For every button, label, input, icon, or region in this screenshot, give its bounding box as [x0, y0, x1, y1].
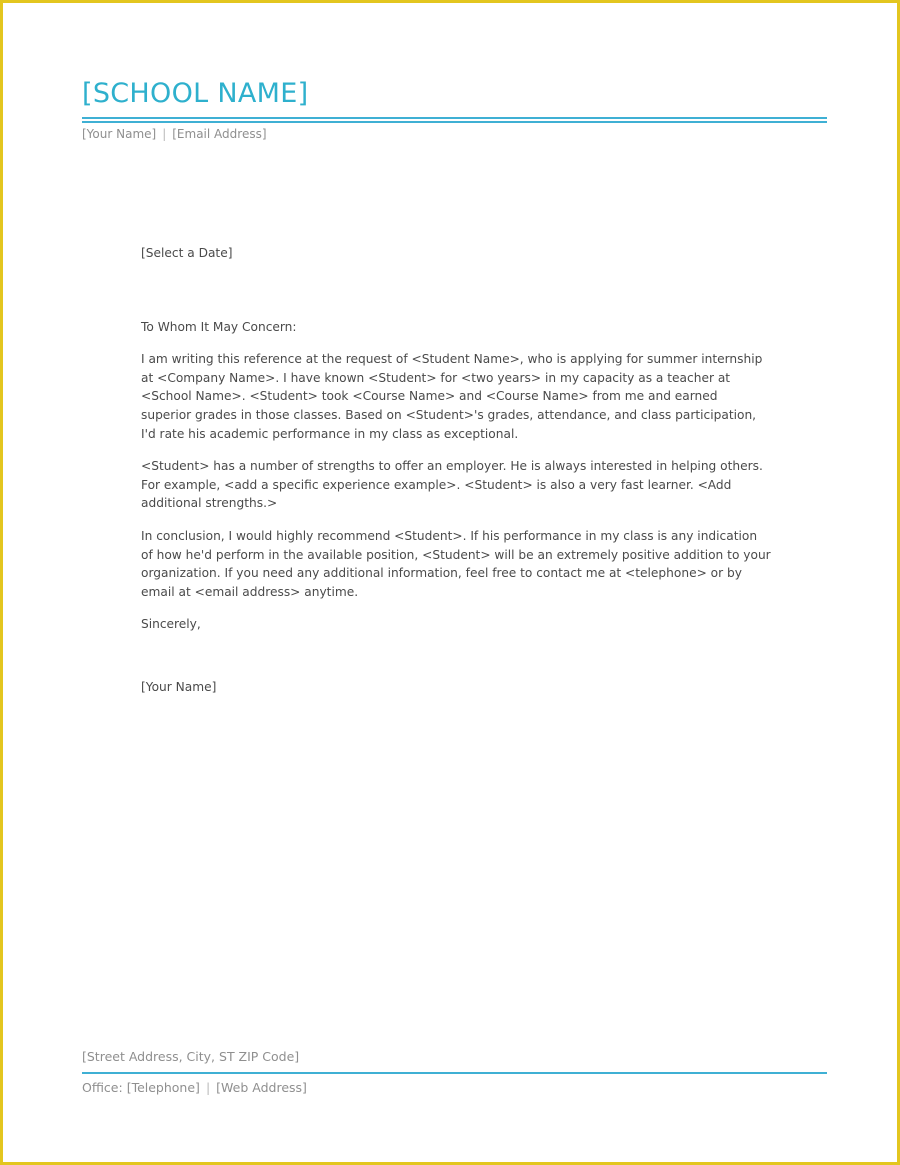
letter-closing: Sincerely, [141, 617, 201, 632]
header-email-address: [Email Address] [172, 127, 267, 141]
footer-office-label: Office: [82, 1080, 123, 1095]
letter-date: [Select a Date] [141, 246, 233, 260]
letter-signature: [Your Name] [141, 679, 217, 694]
letter-paragraph-2: <Student> has a number of strengths to offer an employer. He is always interested in helping others. For example, <add a specific experience example>. <Student> is also a very fast learner. <Add additional strengths.> [141, 459, 763, 511]
header-your-name: [Your Name] [82, 127, 157, 141]
header-rule-bottom [82, 121, 827, 123]
letter-salutation: To Whom It May Concern: [141, 319, 297, 334]
letter-paragraph-1: I am writing this reference at the request of <Student Name>, who is applying for summer internship at <Company Name>. I have known <Student> for <two years> in my capacity as a teacher at <School Name>. <Student> took <Course Name> and <Course Name> from me and earned superior grades in those classes. Based on <Student>'s grades, attendance, and class participation, I'd rate his academic performance in my class as exceptional. [141, 352, 763, 441]
letter-body [141, 244, 771, 697]
letter-paragraph-3: In conclusion, I would highly recommend <Student>. If his performance in my class is any indication of how he'd perform in the available position, <Student> will be an extremely positive addition to your organization. If you need any additional information, feel free to contact me at <telephone> or by email at <email address> anytime. [141, 528, 771, 599]
footer-contact-line [82, 1080, 307, 1095]
header-separator: | [162, 127, 167, 141]
footer-address: [Street Address, City, ST ZIP Code] [82, 1049, 300, 1064]
header-contact-line [82, 127, 267, 141]
footer-telephone: [Telephone] [126, 1080, 200, 1095]
footer-separator: | [205, 1080, 211, 1095]
footer-web-address: [Web Address] [216, 1080, 307, 1095]
school-name-heading: [SCHOOL NAME] [82, 78, 309, 109]
header-rule-top [82, 117, 827, 119]
footer-rule [82, 1072, 827, 1074]
